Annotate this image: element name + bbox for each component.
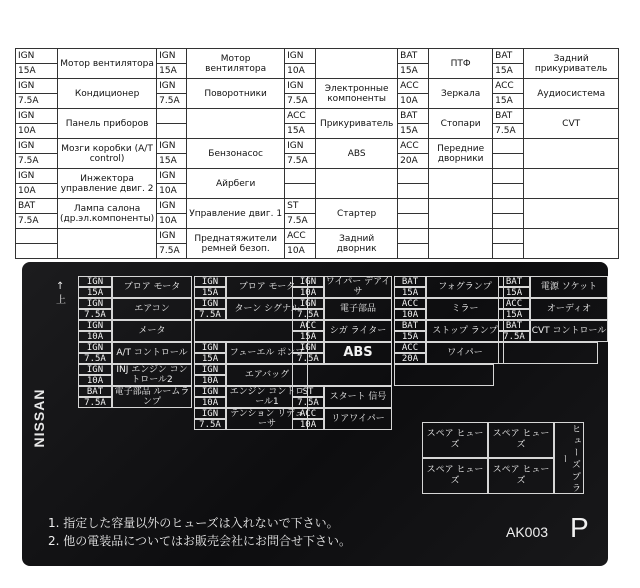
fuse-code <box>16 229 58 244</box>
fuse-type: IGN <box>78 364 112 375</box>
fuse-code: IGN <box>157 49 187 64</box>
fuse-description: Панель приборов <box>58 109 157 139</box>
fuse-description: ブロア モータ <box>226 276 308 298</box>
fuse-description: ストップ ランプ <box>426 320 504 342</box>
fuse-code: 7.5A <box>285 154 316 169</box>
fuse-description: 電源 ソケット <box>530 276 608 298</box>
fuse-description: テンション リデューサ <box>226 408 308 430</box>
fuse-description: エアバッグ <box>226 364 308 386</box>
fuse-code <box>493 199 524 214</box>
table-row <box>16 109 619 124</box>
fuse-code <box>398 214 429 229</box>
fuse-description: Лампа салона (др.эл.компоненты) <box>58 199 157 229</box>
fuse-type: IGN <box>292 276 324 287</box>
fuse-amperage: 15A <box>498 287 530 298</box>
table-row <box>16 169 619 184</box>
fuse-amperage: 15A <box>194 353 226 364</box>
fuse-code <box>493 154 524 169</box>
fuse-description: Преднатяжители ремней безоп. <box>187 229 285 259</box>
fuse-description: エンジン コントロール1 <box>226 386 308 408</box>
fuse-description: Кондиционер <box>58 79 157 109</box>
fuse-code: ACC <box>285 229 316 244</box>
fuse-description: スタート 信号 <box>324 386 392 408</box>
fuse-description <box>524 169 619 199</box>
up-arrow-glyph: ↑ <box>56 281 65 292</box>
fuse-type: IGN <box>78 320 112 331</box>
fuse-description: ブロア モータ <box>112 276 192 298</box>
fuse-description: Управление двиг. 1 <box>187 199 285 229</box>
fuse-amperage: 15A <box>394 331 426 342</box>
fuse-description: Аудиосистема <box>524 79 619 109</box>
fuse-type: IGN <box>194 298 226 309</box>
fuse-type: IGN <box>78 276 112 287</box>
fuse-amperage: 15A <box>394 287 426 298</box>
fuse-amperage: 15A <box>292 331 324 342</box>
fuse-code: 15A <box>157 64 187 79</box>
fuse-code: 10A <box>285 244 316 259</box>
fuse-description: Поворотники <box>187 79 285 109</box>
fuse-code <box>157 124 187 139</box>
fuse-description: Стопари <box>429 109 493 139</box>
fuse-description <box>429 199 493 229</box>
fuse-code: BAT <box>398 109 429 124</box>
fuse-description: Айрбеги <box>187 169 285 199</box>
fuse-description: ABS <box>324 342 392 364</box>
spare-fuse-slot: スペア ヒューズ <box>422 458 488 494</box>
fuse-description: ABS <box>316 139 398 169</box>
fuse-puller-slot: ヒ ュ ー ズ プ ラ ー <box>554 422 584 494</box>
fuse-description: INJ エンジン コントロール2 <box>112 364 192 386</box>
fuse-type: IGN <box>194 276 226 287</box>
fuse-code: 15A <box>157 154 187 169</box>
fuse-code: IGN <box>16 79 58 94</box>
fuse-code: 10A <box>285 64 316 79</box>
fuse-code: 7.5A <box>157 94 187 109</box>
fuse-description: フューエル ポンプ <box>226 342 308 364</box>
spare-fuse-slot: スペア ヒューズ <box>488 458 554 494</box>
fuse-description: CVT <box>524 109 619 139</box>
fuse-code: IGN <box>285 49 316 64</box>
fuse-code: 15A <box>285 124 316 139</box>
fuse-amperage: 7.5A <box>78 309 112 320</box>
fuse-description: ワイパー <box>426 342 504 364</box>
fuse-amperage: 20A <box>394 353 426 364</box>
fuse-amperage: 7.5A <box>292 397 324 408</box>
fuse-amperage: 7.5A <box>194 309 226 320</box>
fuse-type: IGN <box>292 342 324 353</box>
table-row <box>16 49 619 64</box>
empty-slot <box>292 364 392 386</box>
fuse-type: ACC <box>394 298 426 309</box>
fuse-description <box>524 199 619 229</box>
fuse-code: BAT <box>398 49 429 64</box>
fuse-code: ACC <box>493 79 524 94</box>
fuse-code: 7.5A <box>16 214 58 229</box>
fuse-code: 15A <box>398 64 429 79</box>
note-1: 1. 指定した容量以外のヒューズは入れないで下さい。 <box>48 516 339 530</box>
note-2: 2. 他の電装品についてはお販売会社にお問合せ下さい。 <box>48 534 352 548</box>
up-text: 上 <box>56 295 66 306</box>
empty-slot <box>394 364 494 386</box>
fuse-code: ACC <box>398 79 429 94</box>
fuse-description: シガ ライター <box>324 320 392 342</box>
fuse-code: 10A <box>16 184 58 199</box>
label-letter: P <box>570 512 589 543</box>
fuse-code: IGN <box>16 169 58 184</box>
fuse-type: BAT <box>498 320 530 331</box>
fuse-code: IGN <box>285 79 316 94</box>
fuse-type: IGN <box>194 364 226 375</box>
up-arrow-icon <box>56 280 66 308</box>
fuse-description: メータ <box>112 320 192 342</box>
fuse-description: ターン シグナル <box>226 298 308 320</box>
fuse-type: ACC <box>394 342 426 353</box>
fuse-code: 10A <box>16 124 58 139</box>
fuse-box-label-photo <box>22 262 608 566</box>
fuse-code <box>493 184 524 199</box>
fuse-description: エアコン <box>112 298 192 320</box>
table-row <box>16 229 619 244</box>
fuse-code: IGN <box>157 79 187 94</box>
fuse-type: IGN <box>78 298 112 309</box>
fuse-amperage: 10A <box>194 397 226 408</box>
fuse-type: IGN <box>194 342 226 353</box>
fuse-type: ACC <box>292 320 324 331</box>
fuse-amperage: 10A <box>194 375 226 386</box>
fuse-description: Зеркала <box>429 79 493 109</box>
fuse-description <box>58 229 157 259</box>
fuse-description <box>187 109 285 139</box>
fuse-type: BAT <box>498 276 530 287</box>
fuse-code: 15A <box>398 124 429 139</box>
fuse-amperage: 10A <box>394 309 426 320</box>
fuse-code <box>493 139 524 154</box>
fuse-code <box>398 244 429 259</box>
fuse-type: IGN <box>78 342 112 353</box>
fuse-amperage: 10A <box>78 331 112 342</box>
fuse-code <box>285 169 316 184</box>
fuse-code: BAT <box>493 109 524 124</box>
fuse-code: 10A <box>157 214 187 229</box>
fuse-code <box>16 244 58 259</box>
fuse-type: IGN <box>194 386 226 397</box>
fuse-type: IGN <box>292 298 324 309</box>
nissan-logo: NISSAN <box>31 388 47 448</box>
fuse-translation-table <box>15 48 619 259</box>
fuse-amperage: 10A <box>292 419 324 430</box>
fuse-description: Прикуриватель <box>316 109 398 139</box>
fuse-code: 15A <box>493 64 524 79</box>
fuse-description: Инжектора управление двиг. 2 <box>58 169 157 199</box>
fuse-code: 15A <box>493 94 524 109</box>
fuse-code: BAT <box>16 199 58 214</box>
fuse-code <box>493 244 524 259</box>
fuse-code: ST <box>285 199 316 214</box>
fuse-code: IGN <box>157 229 187 244</box>
fuse-code <box>398 184 429 199</box>
fuse-code: 15A <box>16 64 58 79</box>
fuse-type: BAT <box>394 320 426 331</box>
fuse-description: Мотор вентилятора <box>58 49 157 79</box>
fuse-description: Задний дворник <box>316 229 398 259</box>
fuse-description: Бензонасос <box>187 139 285 169</box>
fuse-description: Передние дворники <box>429 139 493 169</box>
fuse-description: Электронные компоненты <box>316 79 398 109</box>
fuse-code: 7.5A <box>16 94 58 109</box>
fuse-amperage: 10A <box>292 287 324 298</box>
fuse-code <box>493 214 524 229</box>
fuse-description: Задний прикуриватель <box>524 49 619 79</box>
fuse-code: IGN <box>16 139 58 154</box>
table-row <box>16 139 619 154</box>
fuse-description: Стартер <box>316 199 398 229</box>
empty-slot <box>194 320 308 342</box>
fuse-amperage: 15A <box>498 309 530 320</box>
fuse-amperage: 15A <box>194 287 226 298</box>
fuse-description: 電子部品 <box>324 298 392 320</box>
fuse-code: ACC <box>398 139 429 154</box>
fuse-code: IGN <box>157 199 187 214</box>
fuse-description: ワイパー デアイサ <box>325 277 391 297</box>
fuse-code <box>398 229 429 244</box>
spare-fuse-slot: スペア ヒューズ <box>488 422 554 458</box>
fuse-code: IGN <box>16 49 58 64</box>
table-row <box>16 79 619 94</box>
fuse-code: IGN <box>16 109 58 124</box>
fuse-amperage: 10A <box>78 375 112 386</box>
fuse-code <box>398 169 429 184</box>
fuse-code: 7.5A <box>493 124 524 139</box>
fuse-description <box>524 139 619 169</box>
fuse-description: フォグランプ <box>426 276 504 298</box>
fuse-description: 電子部品 ルームランプ <box>112 386 192 408</box>
fuse-description: ПТФ <box>429 49 493 79</box>
fuse-description: Мозги коробки (A/T control) <box>58 139 157 169</box>
table-row <box>16 199 619 214</box>
fuse-type: BAT <box>394 276 426 287</box>
fuse-code: IGN <box>157 139 187 154</box>
fuse-code: 10A <box>398 94 429 109</box>
fuse-code: 7.5A <box>157 244 187 259</box>
fuse-type: BAT <box>78 386 112 397</box>
fuse-description <box>316 169 398 199</box>
fuse-code <box>398 199 429 214</box>
fuse-description <box>316 49 398 79</box>
fuse-description: オーディオ <box>530 298 608 320</box>
fuse-description <box>524 229 619 259</box>
fuse-code: BAT <box>493 49 524 64</box>
fuse-code <box>493 229 524 244</box>
fuse-description: Мотор вентилятора <box>187 49 285 79</box>
fuse-description <box>429 229 493 259</box>
spare-fuses-panel <box>422 422 584 494</box>
fuse-code <box>157 109 187 124</box>
fuse-description <box>429 169 493 199</box>
fuse-amperage: 7.5A <box>194 419 226 430</box>
label-notes <box>48 514 351 550</box>
fuse-description: ミラー <box>426 298 504 320</box>
fuse-description: CVT コントロール <box>530 320 608 342</box>
fuse-code: IGN <box>157 169 187 184</box>
spare-fuse-slot: スペア ヒューズ <box>422 422 488 458</box>
fuse-code: 7.5A <box>285 214 316 229</box>
fuse-code: 10A <box>157 184 187 199</box>
fuse-type: ACC <box>292 408 324 419</box>
fuse-type: ACC <box>498 298 530 309</box>
fuse-code: 7.5A <box>16 154 58 169</box>
fuse-amperage: 7.5A <box>292 353 324 364</box>
fuse-code <box>285 184 316 199</box>
empty-slot <box>498 342 598 364</box>
fuse-description: A/T コントロール <box>112 342 192 364</box>
fuse-amperage: 7.5A <box>78 353 112 364</box>
fuse-code: 7.5A <box>285 94 316 109</box>
fuse-amperage: 15A <box>78 287 112 298</box>
fuse-code: ACC <box>285 109 316 124</box>
fuse-type: IGN <box>194 408 226 419</box>
fuse-code <box>493 169 524 184</box>
fuse-type: ST <box>292 386 324 397</box>
fuse-code: 20A <box>398 154 429 169</box>
fuse-description: リアワイパー <box>324 408 392 430</box>
fuse-amperage: 7.5A <box>78 397 112 408</box>
fuse-amperage: 7.5A <box>292 309 324 320</box>
label-code: AK003 <box>506 524 549 540</box>
fuse-amperage: 7.5A <box>498 331 530 342</box>
fuse-code: IGN <box>285 139 316 154</box>
